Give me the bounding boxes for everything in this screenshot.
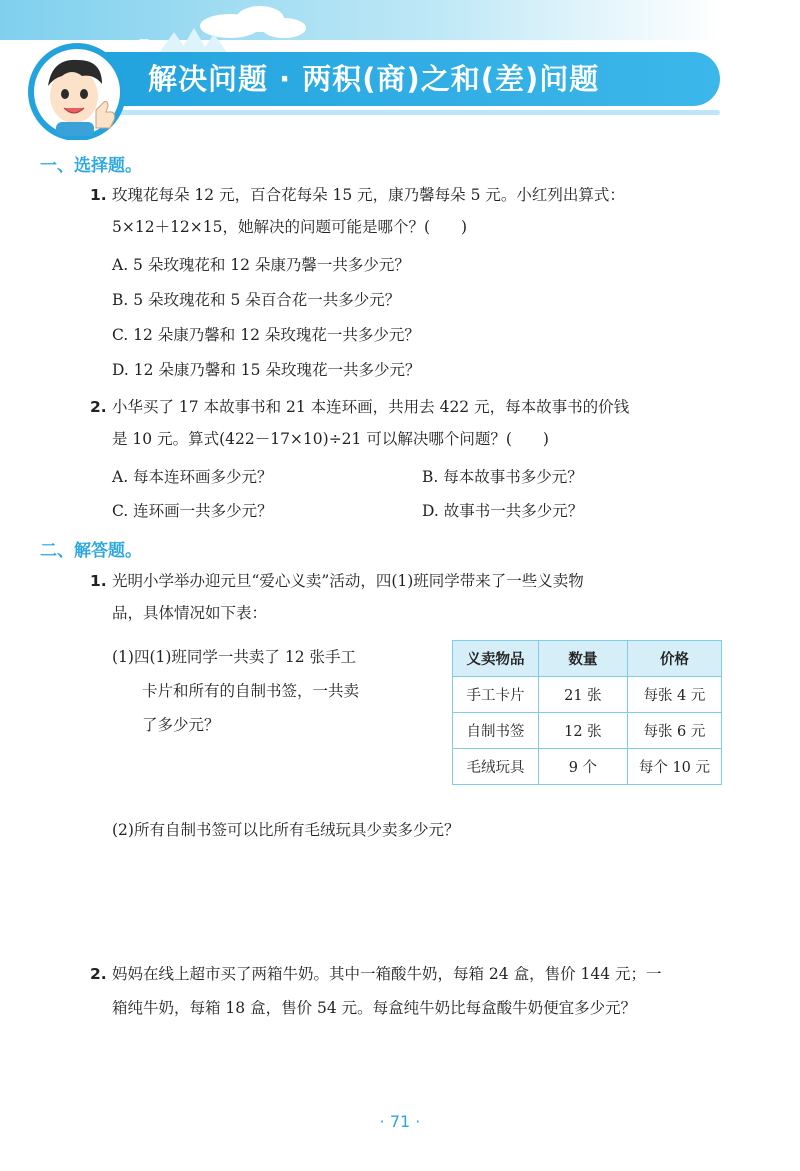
table-row xyxy=(453,713,722,749)
table-header-cell: 义卖物品 xyxy=(453,641,539,677)
mountain-decoration xyxy=(200,34,228,54)
sub-question-text: 了多少元？ xyxy=(142,716,220,734)
question-text: 妈妈在线上超市买了两箱牛奶。其中一箱酸牛奶，每箱 24 盒，售价 144 元；一 xyxy=(112,965,662,983)
sub-question-text: 卡片和所有的自制书签，一共卖 xyxy=(142,682,360,700)
table-cell: 毛绒玩具 xyxy=(453,749,539,785)
question-text: 箱纯牛奶，每箱 18 盒，售价 54 元。每盒纯牛奶比每盒酸牛奶便宜多少元？ xyxy=(112,999,637,1017)
sub-question-text: (2)所有自制书签可以比所有毛绒玩具少卖多少元？ xyxy=(112,821,460,839)
table-cell: 21 张 xyxy=(538,677,627,713)
question-text: 品，具体情况如下表： xyxy=(112,604,268,622)
question-number: 1. xyxy=(90,186,107,204)
boy-mascot-icon xyxy=(22,40,132,140)
bicycle-icon xyxy=(128,37,158,53)
option-d: D. 12 朵康乃馨和 15 朵玫瑰花一共多少元？ xyxy=(112,361,421,379)
table-cell: 12 张 xyxy=(538,713,627,749)
question-number: 2. xyxy=(90,965,107,983)
page-number: · 71 · xyxy=(379,1112,421,1131)
table-header-cell: 数量 xyxy=(538,641,627,677)
question-text: 5×12＋12×15，她解决的问题可能是哪个？( ) xyxy=(112,218,468,236)
option-d: D. 故事书一共多少元？ xyxy=(422,502,584,520)
table-header-cell: 价格 xyxy=(627,641,721,677)
table-cell: 每个 10 元 xyxy=(627,749,721,785)
sub-question-text: (1)四(1)班同学一共卖了 12 张手工 xyxy=(112,648,356,666)
question-text: 小华买了 17 本故事书和 21 本连环画，共用去 422 元，每本故事书的价钱 xyxy=(112,398,630,416)
question-text: 光明小学举办迎元旦“爱心义卖”活动，四(1)班同学带来了一些义卖物 xyxy=(112,572,584,590)
question-text: 玫瑰花每朵 12 元，百合花每朵 15 元，康乃馨每朵 5 元。小红列出算式： xyxy=(112,186,625,204)
table-cell: 9 个 xyxy=(538,749,627,785)
option-a: A. 5 朵玫瑰花和 12 朵康乃馨一共多少元？ xyxy=(112,256,410,274)
section-title-choice: 一、选择题。 xyxy=(40,156,142,176)
option-c: C. 12 朵康乃馨和 12 朵玫瑰花一共多少元？ xyxy=(112,326,420,344)
title-underline xyxy=(100,110,720,115)
sale-items-table xyxy=(452,640,722,785)
question-number: 2. xyxy=(90,398,107,416)
table-header-row xyxy=(453,641,722,677)
question-text: 是 10 元。算式(422－17×10)÷21 可以解决哪个问题？( ) xyxy=(112,430,549,448)
section-title-answer: 二、解答题。 xyxy=(40,541,142,561)
table-cell: 每张 6 元 xyxy=(627,713,721,749)
option-a: A. 每本连环画多少元？ xyxy=(112,468,273,486)
table-row xyxy=(453,749,722,785)
table-cell: 每张 4 元 xyxy=(627,677,721,713)
header-sky-band xyxy=(0,0,800,40)
option-b: B. 5 朵玫瑰花和 5 朵百合花一共多少元？ xyxy=(112,291,401,309)
page-title: 解决问题 · 两积(商)之和(差)问题 xyxy=(148,62,600,96)
table-cell: 手工卡片 xyxy=(453,677,539,713)
option-c: C. 连环画一共多少元？ xyxy=(112,502,273,520)
cloud-decoration xyxy=(262,18,306,38)
question-number: 1. xyxy=(90,572,107,590)
table-row xyxy=(453,677,722,713)
option-b: B. 每本故事书多少元？ xyxy=(422,468,583,486)
table-cell: 自制书签 xyxy=(453,713,539,749)
